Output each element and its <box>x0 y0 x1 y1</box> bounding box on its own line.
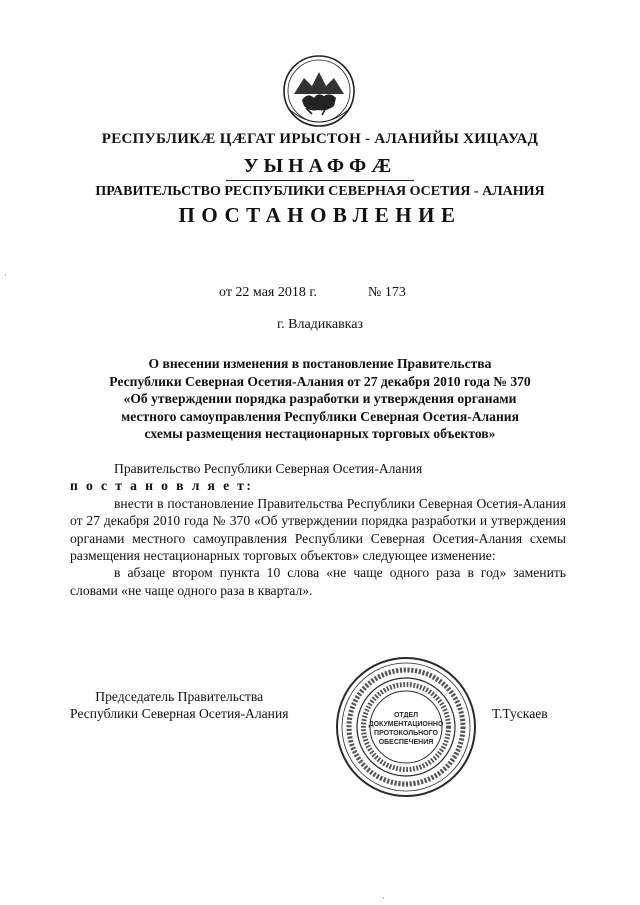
title-line: местного самоуправления Республики Северная Осетия-Алания <box>121 408 519 424</box>
document-city: г. Владикавказ <box>276 317 364 332</box>
title-line: О внесении изменения в постановление Правительства <box>148 356 492 371</box>
doc-type-heading: ПОСТАНОВЛЕНИЕ <box>178 203 462 227</box>
document-date: от 22 мая 2018 г. <box>219 285 318 300</box>
position-line: Председатель Правительства <box>95 689 264 704</box>
scan-speck: · <box>382 893 385 903</box>
signatory-position <box>70 688 288 723</box>
government-header: ПРАВИТЕЛЬСТВО РЕСПУБЛИКИ СЕВЕРНАЯ ОСЕТИЯ - АЛАНИЯ <box>95 184 545 199</box>
decree-word: п о с т а н о в л я е т: <box>70 478 254 494</box>
stamp-center-line: ОБЕСПЕЧЕНИЯ <box>378 739 434 746</box>
coat-of-arms-emblem <box>282 54 356 128</box>
stamp-center-line: ПРОТОКОЛЬНОГО <box>374 730 438 737</box>
stamp-center-line: ДОКУМЕНТАЦИОННО <box>368 721 444 728</box>
document-title <box>66 355 574 443</box>
paragraph-change: в абзаце втором пункта 10 слова «не чаще одного раза в год» заменить словами «не чаще одного раза в квартал». <box>70 565 566 598</box>
position-line: Республики Северная Осетия-Алания <box>70 706 289 722</box>
header-divider <box>226 180 414 181</box>
ossetian-doc-type: УЫНАФФӔ <box>243 155 397 177</box>
ossetian-republic-header: РЕСПУБЛИКӔ ЦӔГАТ ИРЫСТОН - АЛАНИЙЫ ХИЦАУАД <box>101 131 539 147</box>
document-number: № 173 <box>368 285 406 300</box>
title-line: «Об утверждении порядка разработки и утверждения органами <box>123 391 517 406</box>
stamp-center-line: ОТДЕЛ <box>393 712 419 719</box>
paragraph-amendment: внести в постановление Правительства Республики Северная Осетия-Алания от 27 декабря 2010 года № 370 «Об утверждении порядка разработки и утверждения органами местного самоуправления Республики Северная Осетия-Алания схемы размещения нестационарных торговых объектов» следующее изменение: <box>70 495 566 564</box>
title-line: схемы размещения нестационарных торговых объектов» <box>144 426 496 441</box>
title-line: Республики Северная Осетия-Алания от 27 декабря 2010 года № 370 <box>109 373 531 389</box>
intro-paragraph: Правительство Республики Северная Осетия-Алания <box>114 461 423 476</box>
official-stamp <box>334 655 478 799</box>
scan-speck: · <box>4 270 7 280</box>
signatory-name: Т.Тускаев <box>492 706 548 721</box>
document-body <box>70 460 566 599</box>
